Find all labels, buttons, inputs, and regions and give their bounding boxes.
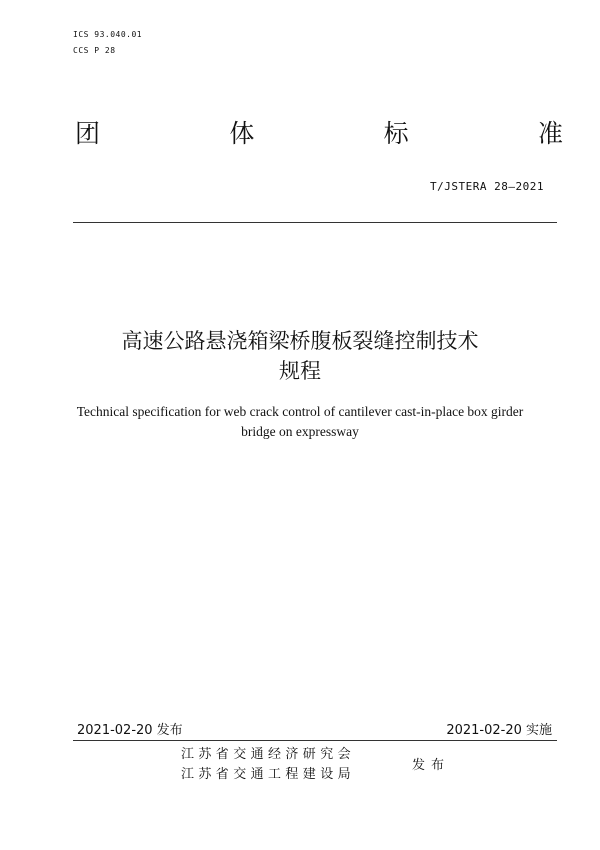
title-english-line-1: Technical specification for web crack control of cantilever cast-in-place box girder <box>76 404 524 419</box>
ics-code: ICS 93.040.01 <box>73 30 143 39</box>
bottom-divider <box>73 740 557 741</box>
standard-type-char-2: 体 <box>229 119 255 148</box>
issue-date: 2021-02-20 发布 <box>77 723 183 738</box>
title-chinese-line-1: 高速公路悬浇箱梁桥腹板裂缝控制技术 <box>121 329 479 353</box>
standard-type-char-3: 标 <box>383 119 409 148</box>
implementation-date: 2021-02-20 实施 <box>446 723 552 738</box>
publish-label: 发布 <box>412 758 451 773</box>
standard-type-char-1: 团 <box>75 119 101 148</box>
publisher-2: 江苏省交通工程建设局 <box>181 767 356 782</box>
standard-type-char-4: 准 <box>537 119 563 148</box>
top-divider <box>73 222 557 223</box>
standard-number: T/JSTERA 28—2021 <box>430 180 544 193</box>
ccs-code: CCS P 28 <box>73 46 116 55</box>
title-chinese <box>60 326 540 386</box>
title-chinese-line-2: 规程 <box>279 359 321 383</box>
publisher-list <box>181 745 355 785</box>
title-english-line-2: bridge on expressway <box>241 424 359 439</box>
title-english <box>50 402 550 442</box>
publisher-1: 江苏省交通经济研究会 <box>181 747 356 762</box>
standard-type <box>75 114 563 150</box>
